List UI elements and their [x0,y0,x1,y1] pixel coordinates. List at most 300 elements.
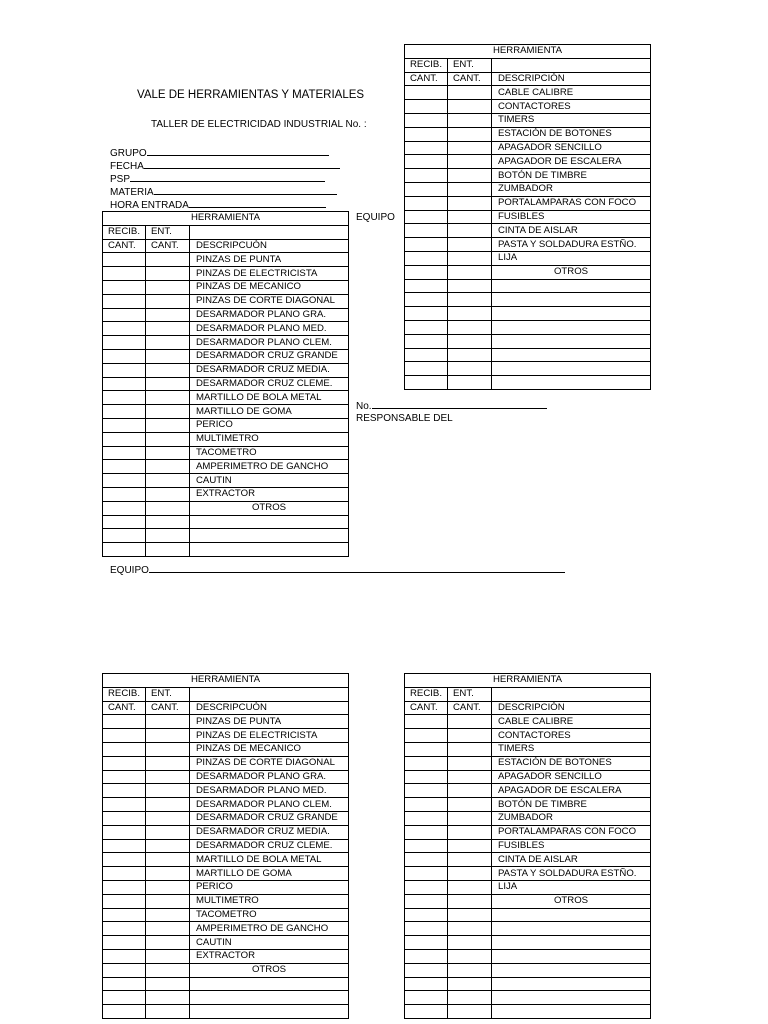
table-row [103,839,349,853]
cant-ent-header: CANT. [448,701,492,715]
qty-delivered-cell[interactable] [448,320,492,334]
qty-received-cell[interactable] [405,86,448,100]
qty-received-cell[interactable] [405,362,448,376]
blank-row [405,293,651,307]
table-row [103,922,349,936]
qty-received-cell[interactable] [405,894,448,908]
qty-delivered-cell[interactable] [448,196,492,210]
table-row [103,363,349,377]
item-description: APAGADOR DE ESCALERA [492,784,651,798]
qty-delivered-cell[interactable] [448,210,492,224]
other-item-cell[interactable] [492,320,651,334]
qty-delivered-cell[interactable] [448,279,492,293]
other-item-cell[interactable] [492,963,651,977]
cant-ent-header: CANT. [146,239,190,253]
qty-delivered-cell[interactable] [448,715,492,729]
item-description: CINTA DE AISLAR [492,853,651,867]
qty-received-cell[interactable] [103,880,146,894]
blank-row [405,908,651,922]
table-row [103,322,349,336]
field-line[interactable] [149,563,565,573]
qty-received-cell[interactable] [405,729,448,743]
qty-delivered-cell[interactable] [146,432,190,446]
qty-delivered-cell[interactable] [146,267,190,281]
qty-delivered-cell[interactable] [146,294,190,308]
qty-received-cell[interactable] [103,798,146,812]
qty-received-cell[interactable] [103,432,146,446]
field-fecha[interactable] [110,159,340,173]
qty-received-cell[interactable] [405,880,448,894]
qty-received-cell[interactable] [103,460,146,474]
qty-delivered-cell[interactable] [146,474,190,488]
qty-delivered-cell[interactable] [448,376,492,390]
qty-received-cell[interactable] [103,501,146,515]
qty-delivered-cell[interactable] [146,715,190,729]
qty-delivered-cell[interactable] [448,949,492,963]
field-line[interactable] [372,399,547,409]
item-description: DESARMADOR CRUZ MEDIA. [190,363,349,377]
qty-received-cell[interactable] [405,811,448,825]
blank-row [405,334,651,348]
qty-received-cell[interactable] [405,908,448,922]
qty-received-cell[interactable] [405,853,448,867]
item-description: DESARMADOR PLANO CLEM. [190,336,349,350]
field-label: FECHA [110,161,144,172]
qty-delivered-cell[interactable] [448,224,492,238]
qty-delivered-cell[interactable] [146,908,190,922]
qty-received-cell[interactable] [103,770,146,784]
description-header: DESCRIPCUÓN [190,239,349,253]
qty-delivered-cell[interactable] [146,280,190,294]
qty-delivered-cell[interactable] [146,825,190,839]
qty-delivered-cell[interactable] [448,908,492,922]
field-line[interactable] [154,185,337,195]
item-description: FUSIBLES [492,839,651,853]
qty-received-cell[interactable] [103,922,146,936]
qty-delivered-cell[interactable] [448,238,492,252]
qty-received-cell[interactable] [103,936,146,950]
form-title: VALE DE HERRAMIENTAS Y MATERIALES [137,89,365,101]
table-row [405,770,651,784]
qty-received-cell[interactable] [405,196,448,210]
qty-delivered-cell[interactable] [448,936,492,950]
qty-received-cell[interactable] [405,100,448,114]
qty-delivered-cell[interactable] [146,543,190,557]
qty-received-cell[interactable] [405,293,448,307]
qty-delivered-cell[interactable] [448,798,492,812]
materials-table-top [404,44,651,390]
other-item-cell[interactable] [492,908,651,922]
qty-received-cell[interactable] [405,977,448,991]
qty-received-cell[interactable] [405,839,448,853]
qty-received-cell[interactable] [103,474,146,488]
qty-delivered-cell[interactable] [146,515,190,529]
qty-received-cell[interactable] [405,238,448,252]
table-title-row [405,674,651,688]
qty-delivered-cell[interactable] [448,113,492,127]
field-hora-entrada[interactable] [110,198,326,212]
qty-delivered-cell[interactable] [448,853,492,867]
qty-delivered-cell[interactable] [146,349,190,363]
qty-received-cell[interactable] [405,825,448,839]
qty-delivered-cell[interactable] [448,265,492,279]
qty-delivered-cell[interactable] [146,529,190,543]
qty-received-cell[interactable] [405,715,448,729]
qty-received-cell[interactable] [103,853,146,867]
qty-received-cell[interactable] [103,405,146,419]
qty-delivered-cell[interactable] [146,308,190,322]
qty-received-cell[interactable] [103,294,146,308]
qty-received-cell[interactable] [405,265,448,279]
qty-received-cell[interactable] [103,908,146,922]
item-description: MARTILLO DE BOLA METAL [190,853,349,867]
table-row [405,880,651,894]
qty-received-cell[interactable] [405,798,448,812]
field-label: No. [356,401,372,412]
blank-row [405,991,651,1005]
qty-delivered-cell[interactable] [448,991,492,1005]
qty-received-cell[interactable] [405,320,448,334]
qty-delivered-cell[interactable] [448,894,492,908]
qty-received-cell[interactable] [103,349,146,363]
qty-delivered-cell[interactable] [448,880,492,894]
field-line[interactable] [147,146,329,156]
qty-delivered-cell[interactable] [146,460,190,474]
qty-delivered-cell[interactable] [146,742,190,756]
qty-delivered-cell[interactable] [448,839,492,853]
qty-delivered-cell[interactable] [448,293,492,307]
item-description: DESARMADOR CRUZ MEDIA. [190,825,349,839]
qty-delivered-cell[interactable] [448,770,492,784]
qty-delivered-cell[interactable] [146,501,190,515]
qty-received-cell[interactable] [103,336,146,350]
qty-received-cell[interactable] [103,811,146,825]
qty-received-cell[interactable] [405,991,448,1005]
qty-received-cell[interactable] [405,936,448,950]
item-description: EXTRACTOR [190,949,349,963]
equipo-label: EQUIPO [356,212,395,223]
qty-delivered-cell[interactable] [146,798,190,812]
other-item-cell[interactable] [492,977,651,991]
qty-received-cell[interactable] [405,251,448,265]
qty-delivered-cell[interactable] [448,182,492,196]
qty-received-cell[interactable] [103,418,146,432]
table-row [103,756,349,770]
item-description: DESARMADOR PLANO MED. [190,784,349,798]
qty-delivered-cell[interactable] [448,825,492,839]
item-description: APAGADOR DE ESCALERA [492,155,651,169]
qty-received-cell[interactable] [405,307,448,321]
qty-received-cell[interactable] [103,1005,146,1019]
item-description: ZUMBADOR [492,182,651,196]
qty-received-cell[interactable] [103,253,146,267]
item-description: CABLE CALIBRE [492,86,651,100]
table-row [103,784,349,798]
field-grupo[interactable] [110,146,329,160]
qty-received-cell[interactable] [103,487,146,501]
item-description: PINZAS DE CORTE DIAGONAL [190,756,349,770]
item-description: PINZAS DE ELECTRICISTA [190,729,349,743]
table-row [103,715,349,729]
qty-received-cell[interactable] [103,280,146,294]
qty-delivered-cell[interactable] [146,405,190,419]
qty-received-cell[interactable] [405,949,448,963]
other-item-cell[interactable] [492,307,651,321]
qty-received-cell[interactable] [103,322,146,336]
qty-received-cell[interactable] [103,363,146,377]
qty-received-cell[interactable] [405,182,448,196]
qty-delivered-cell[interactable] [448,100,492,114]
table-row [103,963,349,977]
qty-received-cell[interactable] [405,1005,448,1019]
item-description: TACOMETRO [190,446,349,460]
blank-row [405,977,651,991]
qty-received-cell[interactable] [405,224,448,238]
qty-delivered-cell[interactable] [448,756,492,770]
other-item-cell[interactable] [190,529,349,543]
qty-received-cell[interactable] [103,267,146,281]
qty-received-cell[interactable] [405,141,448,155]
table-row [405,894,651,908]
other-item-cell[interactable] [492,936,651,950]
other-item-cell[interactable] [492,949,651,963]
qty-delivered-cell[interactable] [448,362,492,376]
table-row [103,908,349,922]
qty-delivered-cell[interactable] [146,894,190,908]
qty-delivered-cell[interactable] [448,348,492,362]
other-item-cell[interactable] [492,279,651,293]
qty-received-cell[interactable] [405,348,448,362]
item-description: PERICO [190,418,349,432]
qty-delivered-cell[interactable] [146,377,190,391]
qty-delivered-cell[interactable] [448,86,492,100]
table-row [405,784,651,798]
qty-delivered-cell[interactable] [146,770,190,784]
other-item-cell[interactable] [492,922,651,936]
table-row [405,742,651,756]
item-description: ESTACIÓN DE BOTONES [492,756,651,770]
qty-delivered-cell[interactable] [448,169,492,183]
qty-received-cell[interactable] [103,977,146,991]
qty-delivered-cell[interactable] [146,729,190,743]
other-item-cell[interactable] [492,334,651,348]
item-description: LIJA [492,251,651,265]
qty-received-cell[interactable] [405,963,448,977]
table-header-row [405,72,651,86]
qty-received-cell[interactable] [103,391,146,405]
qty-received-cell[interactable] [405,867,448,881]
item-description: PASTA Y SOLDADURA ESTÑO. [492,238,651,252]
table-row [405,839,651,853]
field-psp[interactable] [110,172,325,186]
field-line[interactable] [130,172,325,182]
qty-delivered-cell[interactable] [146,936,190,950]
item-description: PINZAS DE PUNTA [190,715,349,729]
qty-received-cell[interactable] [405,742,448,756]
other-item-cell[interactable] [492,376,651,390]
field-materia[interactable] [110,185,337,199]
qty-delivered-cell[interactable] [146,391,190,405]
qty-delivered-cell[interactable] [146,977,190,991]
qty-received-cell[interactable] [103,784,146,798]
item-description: CAUTIN [190,474,349,488]
item-description: PINZAS DE PUNTA [190,253,349,267]
qty-received-cell[interactable] [405,922,448,936]
other-item-cell[interactable] [492,1005,651,1019]
field-no[interactable] [356,399,547,413]
qty-delivered-cell[interactable] [146,811,190,825]
blank-row [103,543,349,557]
qty-delivered-cell[interactable] [448,155,492,169]
table-header-row [103,701,349,715]
qty-delivered-cell[interactable] [448,811,492,825]
table-row [405,756,651,770]
table-row [405,113,651,127]
qty-delivered-cell[interactable] [146,418,190,432]
table-row [405,100,651,114]
qty-received-cell[interactable] [103,991,146,1005]
item-description: CAUTIN [190,936,349,950]
qty-delivered-cell[interactable] [146,867,190,881]
qty-received-cell[interactable] [405,127,448,141]
item-description: PORTALAMPARAS CON FOCO [492,196,651,210]
qty-received-cell[interactable] [103,715,146,729]
qty-received-cell[interactable] [103,377,146,391]
item-description: CABLE CALIBRE [492,715,651,729]
qty-delivered-cell[interactable] [146,922,190,936]
qty-delivered-cell[interactable] [448,1005,492,1019]
item-description: FUSIBLES [492,210,651,224]
qty-delivered-cell[interactable] [448,922,492,936]
qty-received-cell[interactable] [405,155,448,169]
qty-delivered-cell[interactable] [448,742,492,756]
other-item-cell[interactable] [190,991,349,1005]
table-row [405,182,651,196]
other-item-cell[interactable] [190,543,349,557]
qty-received-cell[interactable] [405,770,448,784]
qty-received-cell[interactable] [103,839,146,853]
qty-delivered-cell[interactable] [146,839,190,853]
table-row [405,811,651,825]
qty-delivered-cell[interactable] [146,756,190,770]
qty-received-cell[interactable] [103,515,146,529]
qty-received-cell[interactable] [103,949,146,963]
table-title-row [103,674,349,688]
qty-delivered-cell[interactable] [146,991,190,1005]
qty-delivered-cell[interactable] [146,963,190,977]
qty-delivered-cell[interactable] [448,977,492,991]
cant-ent-header: CANT. [146,701,190,715]
blank-row [405,307,651,321]
qty-delivered-cell[interactable] [448,127,492,141]
item-description: PINZAS DE ELECTRICISTA [190,267,349,281]
item-description: EXTRACTOR [190,487,349,501]
qty-delivered-cell[interactable] [146,880,190,894]
table-row [405,715,651,729]
table-row [103,811,349,825]
qty-received-cell[interactable] [103,308,146,322]
qty-delivered-cell[interactable] [146,949,190,963]
qty-received-cell[interactable] [103,742,146,756]
qty-received-cell[interactable] [103,825,146,839]
qty-received-cell[interactable] [103,963,146,977]
item-description: PINZAS DE MECANICO [190,742,349,756]
table-row [103,432,349,446]
field-line[interactable] [144,159,340,169]
field-equipo-bottom[interactable] [110,563,565,577]
cant-recib-header: CANT. [405,701,448,715]
item-description: MARTILLO DE GOMA [190,867,349,881]
qty-delivered-cell[interactable] [448,729,492,743]
blank-header-cell [492,687,651,701]
qty-received-cell[interactable] [103,529,146,543]
qty-received-cell[interactable] [405,210,448,224]
qty-received-cell[interactable] [405,169,448,183]
field-line[interactable] [189,198,326,208]
qty-received-cell[interactable] [405,279,448,293]
qty-delivered-cell[interactable] [146,446,190,460]
blank-header-cell [492,58,651,72]
qty-delivered-cell[interactable] [146,784,190,798]
qty-received-cell[interactable] [405,376,448,390]
table-row [405,265,651,279]
recib-header: RECIB. [405,687,448,701]
qty-delivered-cell[interactable] [146,853,190,867]
qty-received-cell[interactable] [103,543,146,557]
cant-ent-header: CANT. [448,72,492,86]
qty-delivered-cell[interactable] [448,307,492,321]
other-item-cell[interactable] [190,515,349,529]
qty-delivered-cell[interactable] [448,251,492,265]
qty-received-cell[interactable] [405,784,448,798]
other-item-cell[interactable] [190,977,349,991]
qty-received-cell[interactable] [405,756,448,770]
other-item-cell[interactable] [492,293,651,307]
qty-delivered-cell[interactable] [146,1005,190,1019]
field-label: HORA ENTRADA [110,200,189,211]
qty-delivered-cell[interactable] [448,141,492,155]
qty-delivered-cell[interactable] [146,487,190,501]
qty-delivered-cell[interactable] [146,253,190,267]
materials-table-bottom [404,673,651,1019]
blank-header-cell [190,687,349,701]
qty-delivered-cell[interactable] [448,867,492,881]
qty-received-cell[interactable] [103,446,146,460]
qty-received-cell[interactable] [405,334,448,348]
qty-received-cell[interactable] [103,729,146,743]
qty-delivered-cell[interactable] [146,322,190,336]
other-item-cell[interactable] [492,362,651,376]
item-description: TIMERS [492,113,651,127]
other-item-cell[interactable] [492,991,651,1005]
qty-delivered-cell[interactable] [448,784,492,798]
qty-received-cell[interactable] [103,894,146,908]
other-item-cell[interactable] [190,1005,349,1019]
other-item-cell[interactable] [492,348,651,362]
qty-delivered-cell[interactable] [448,963,492,977]
item-description: APAGADOR SENCILLO [492,141,651,155]
item-description: DESARMADOR CRUZ GRANDE [190,349,349,363]
table-title: HERRAMIENTA [103,674,349,688]
field-label: MATERIA [110,187,154,198]
qty-delivered-cell[interactable] [146,363,190,377]
qty-delivered-cell[interactable] [146,336,190,350]
qty-received-cell[interactable] [103,867,146,881]
qty-received-cell[interactable] [103,756,146,770]
qty-delivered-cell[interactable] [448,334,492,348]
item-description: DESARMADOR PLANO GRA. [190,308,349,322]
qty-received-cell[interactable] [405,113,448,127]
